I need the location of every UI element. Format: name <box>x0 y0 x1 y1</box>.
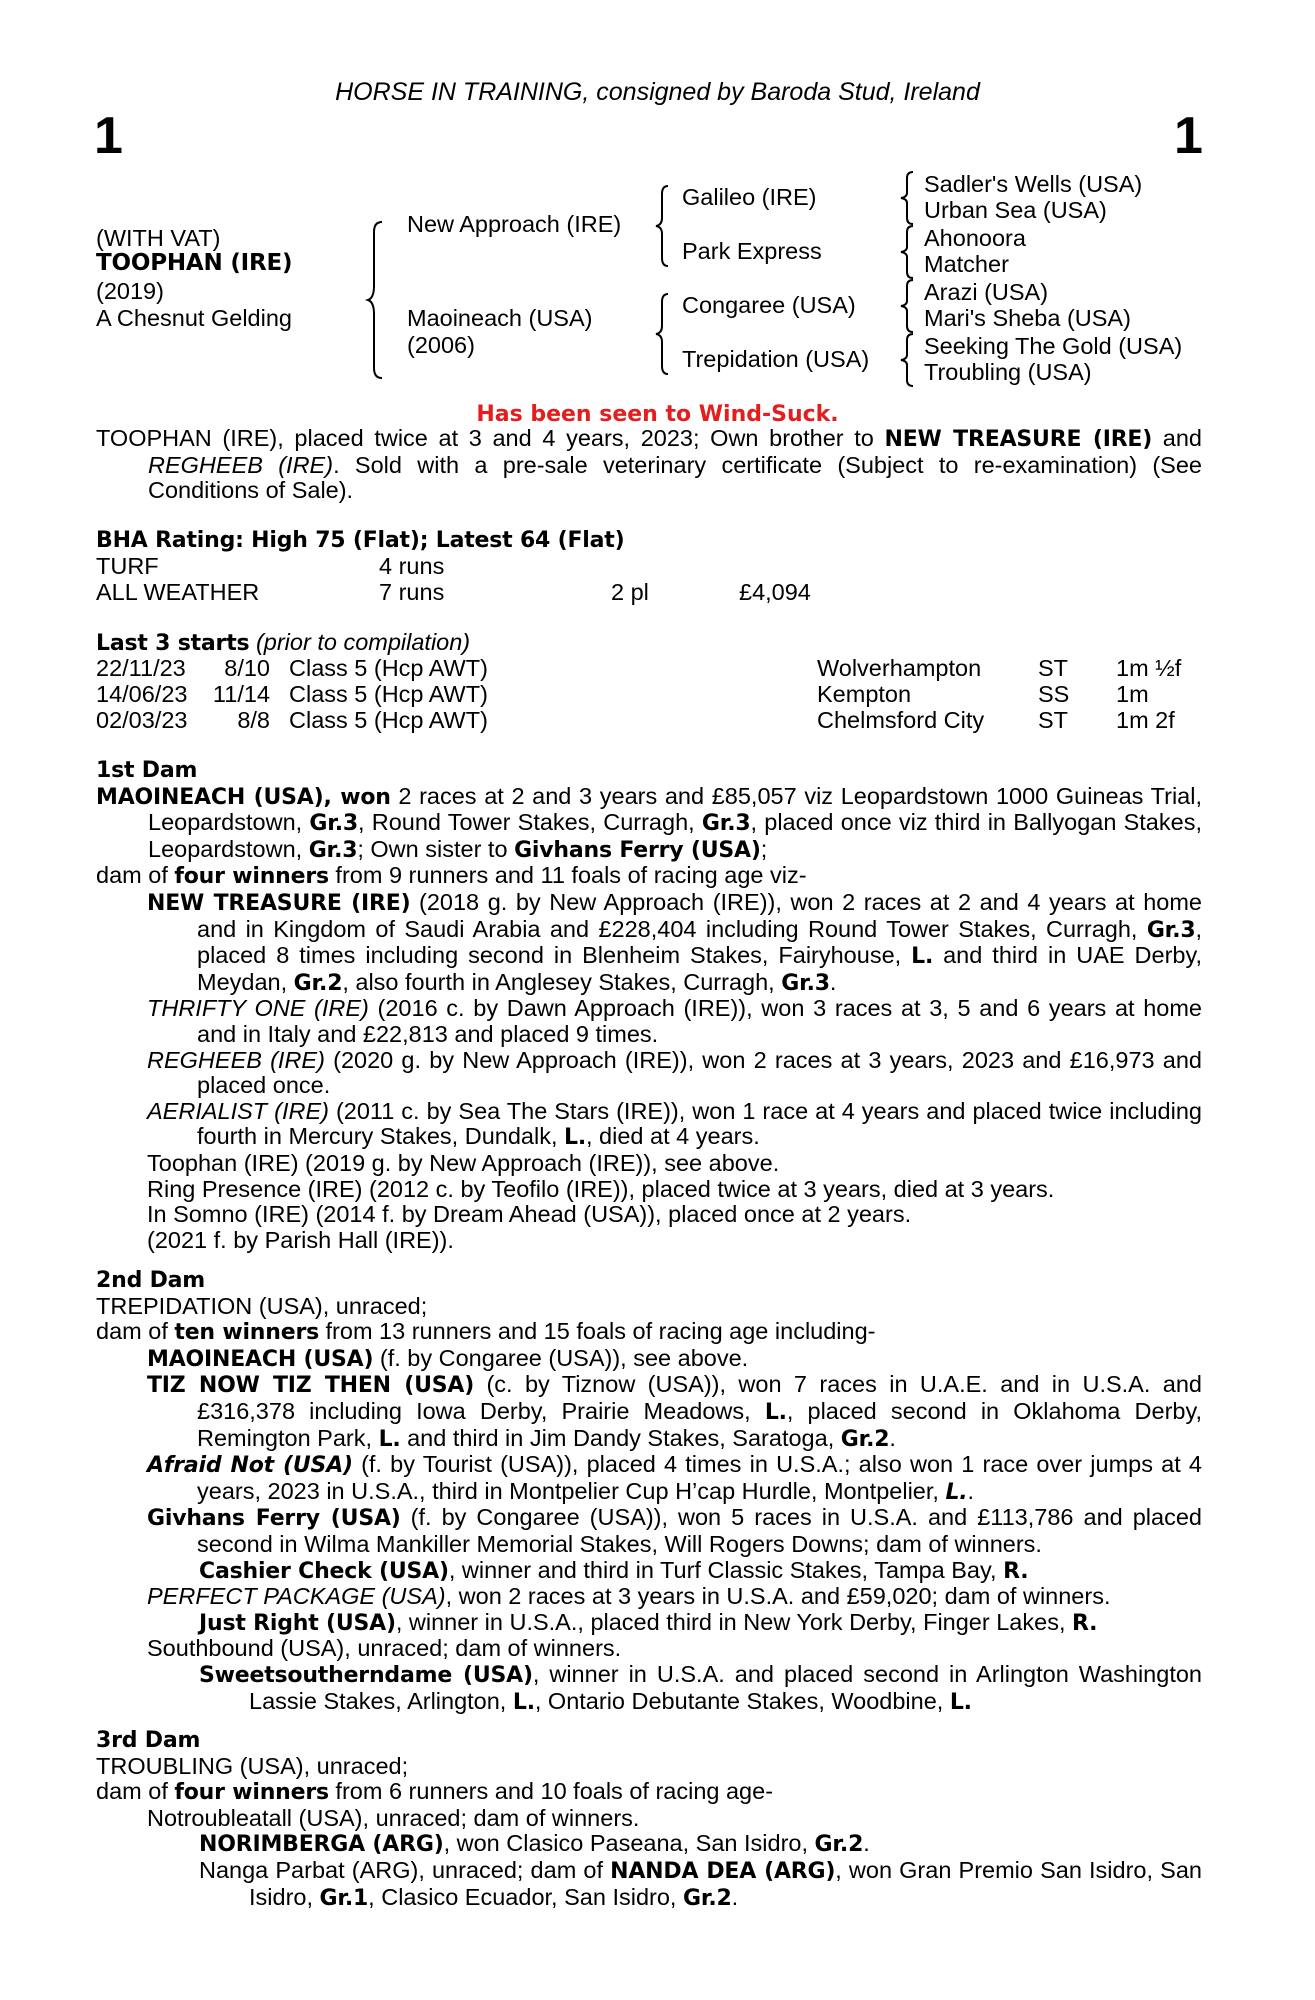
lot-number-left: 1 <box>94 107 123 165</box>
produce-thrifty-one: THRIFTY ONE (IRE) (2016 c. by Dawn Approach (IRE)), won 3 races at 3, 5 and 6 years at home and in Italy and £22,813 and placed 9 times. <box>147 995 1203 1047</box>
produce-afraid-not: Afraid Not (USA) (f. by Tourist (USA)), placed 4 times in U.S.A.; also won 1 race over jumps at 4 years, 2023 in U.S.A., third in Montpelier Cup H’cap Hurdle, Montpelier, L.. <box>147 1451 1202 1505</box>
pedigree-g3-6: Mari's Sheba (USA) <box>924 305 1131 331</box>
start-position: 8/8 <box>237 707 270 733</box>
first-dam-produce-summary: dam of four winners from 9 runners and 11 foals of racing age viz- <box>96 862 807 890</box>
catalogue-header: HORSE IN TRAINING, consigned by Baroda Stud, Ireland <box>335 78 980 106</box>
bha-rating-title: BHA Rating: High 75 (Flat); Latest 64 (Flat) <box>96 528 625 553</box>
pedigree-g3-3: Ahonoora <box>924 225 1026 251</box>
pedigree-dam-sire: Congaree (USA) <box>682 292 856 318</box>
start-date: 22/11/23 <box>96 655 186 681</box>
horse-description: A Chesnut Gelding <box>96 305 292 331</box>
pedigree-bracket-sire <box>656 184 672 268</box>
pedigree-bracket-gen1 <box>368 220 388 380</box>
pedigree-dam-dam: Trepidation (USA) <box>682 346 870 372</box>
pedigree-g3-5: Arazi (USA) <box>924 279 1049 305</box>
second-dam-record: TREPIDATION (USA), unraced; <box>96 1292 428 1319</box>
second-dam-produce-summary: dam of ten winners from 13 runners and 15 foals of racing age including- <box>96 1318 876 1346</box>
pedigree-g3-7: Seeking The Gold (USA) <box>924 333 1183 359</box>
summary-paragraph: TOOPHAN (IRE), placed twice at 3 and 4 years, 2023; Own brother to NEW TREASURE (IRE) and REGHEEB (IRE). Sold with a pre-sale veterinary certificate (Subject to re-examination) (See Conditions of Sale). <box>96 425 1202 504</box>
pedigree-bracket-g1 <box>901 170 915 226</box>
start-going: ST <box>1038 707 1069 733</box>
produce-nanga-parbat: Nanga Parbat (ARG), unraced; dam of NANDA DEA (ARG), won Gran Premio San Isidro, San Isidro, Gr.1, Clasico Ecuador, San Isidro, Gr.2. <box>199 1856 1202 1911</box>
second-dam-title: 2nd Dam <box>96 1268 206 1293</box>
produce-new-treasure: NEW TREASURE (IRE) (2018 g. by New Approach (IRE)), won 2 races at 2 and 4 years at home and in Kingdom of Saudi Arabia and £228,404 including Round Tower Stakes, Curragh, Gr.3, placed 8 times including second in Blenheim Stakes, Fairyhouse, L. and third in UAE Derby, Meydan, Gr.2, also fourth in Anglesey Stakes, Curragh, Gr.3. <box>147 888 1202 996</box>
horse-year: (2019) <box>96 278 164 304</box>
first-dam-record: MAOINEACH (USA), won 2 races at 2 and 3 years and £85,057 viz Leopardstown 1000 Guineas Trial, Leopardstown, Gr.3, Round Tower Stakes, Curragh, Gr.3, placed once viz third in Ballyogan Stakes, Leopardstown, Gr.3; Own sister to Givhans Ferry (USA); <box>96 782 1203 863</box>
first-dam-section <box>96 758 1202 1253</box>
vat-label: (WITH VAT) <box>96 225 221 251</box>
start-date: 14/06/23 <box>96 681 188 707</box>
produce-toophan: Toophan (IRE) (2019 g. by New Approach (IRE)), see above. <box>147 1149 780 1176</box>
wind-suck-warning: Has been seen to Wind-Suck. <box>476 402 839 427</box>
pedigree-g3-2: Urban Sea (USA) <box>924 197 1107 223</box>
produce-aerialist: AERIALIST (IRE) (2011 c. by Sea The Stars (IRE)), won 1 race at 4 years and placed twice including fourth in Mercury Stakes, Dundalk, L., died at 4 years. <box>147 1097 1202 1151</box>
start-going: SS <box>1038 681 1070 707</box>
produce-perfect-package: PERFECT PACKAGE (USA), won 2 races at 3 years in U.S.A. and £59,020; dam of winners. <box>147 1583 1111 1610</box>
pedigree-sire: New Approach (IRE) <box>407 211 622 237</box>
third-dam-title: 3rd Dam <box>96 1728 201 1753</box>
pedigree-bracket-g4 <box>901 332 915 388</box>
start-position: 11/14 <box>212 681 270 707</box>
pedigree-dam: Maoineach (USA) <box>407 305 593 331</box>
start-date: 02/03/23 <box>96 707 188 733</box>
start-course: Wolverhampton <box>817 655 982 681</box>
rating-aw-runs: 7 runs <box>379 579 445 605</box>
pedigree-g3-4: Matcher <box>924 251 1009 277</box>
first-dam-title: 1st Dam <box>96 758 198 783</box>
pedigree-sire-sire: Galileo (IRE) <box>682 184 817 210</box>
pedigree-bracket-dam <box>656 292 672 376</box>
horse-name: TOOPHAN (IRE) <box>96 250 293 276</box>
produce-ring-presence: Ring Presence (IRE) (2012 c. by Teofilo (IRE)), placed twice at 3 years, died at 3 years. <box>147 1175 1055 1202</box>
pedigree-sire-dam: Park Express <box>682 238 822 264</box>
start-class: Class 5 (Hcp AWT) <box>289 655 488 681</box>
pedigree-bracket-g3 <box>901 278 915 334</box>
produce-in-somno: In Somno (IRE) (2014 f. by Dream Ahead (USA)), placed once at 2 years. <box>147 1201 912 1228</box>
produce-norimberga: NORIMBERGA (ARG), won Clasico Paseana, San Isidro, Gr.2. <box>199 1830 870 1858</box>
produce-southbound: Southbound (USA), unraced; dam of winners. <box>147 1635 622 1662</box>
produce-givhans-ferry: Givhans Ferry (USA) (f. by Congaree (USA)), won 5 races in U.S.A. and £113,786 and placed second in Wilma Mankiller Memorial Stakes, Will Rogers Downs; dam of winners. <box>147 1504 1202 1557</box>
start-position: 8/10 <box>224 655 270 681</box>
third-dam-section <box>96 1728 1202 1911</box>
start-course: Kempton <box>817 681 912 707</box>
produce-maoineach: MAOINEACH (USA) (f. by Congaree (USA)), see above. <box>147 1344 749 1372</box>
last-starts-title: Last 3 starts (prior to compilation) <box>96 629 471 656</box>
produce-regheeb: REGHEEB (IRE) (2020 g. by New Approach (IRE)), won 2 races at 3 years, 2023 and £16,973 and placed once. <box>147 1046 1202 1099</box>
start-distance: 1m 2f <box>1116 707 1175 733</box>
start-course: Chelmsford City <box>817 707 985 733</box>
produce-notroubleatall: Notroubleatall (USA), unraced; dam of winners. <box>147 1804 640 1831</box>
lot-number-right: 1 <box>1174 107 1203 165</box>
pedigree-g3-1: Sadler's Wells (USA) <box>924 171 1143 197</box>
start-distance: 1m <box>1116 681 1149 707</box>
pedigree-g3-8: Troubling (USA) <box>924 359 1092 385</box>
start-going: ST <box>1038 655 1069 681</box>
start-class: Class 5 (Hcp AWT) <box>289 707 488 733</box>
start-distance: 1m ½f <box>1116 655 1182 681</box>
pedigree-bracket-g2 <box>901 224 915 280</box>
rating-aw-prize: £4,094 <box>739 579 811 605</box>
rating-aw-places: 2 pl <box>611 579 649 605</box>
rating-turf-surface: TURF <box>96 553 159 579</box>
produce-cashier-check: Cashier Check (USA), winner and third in Turf Classic Stakes, Tampa Bay, R. <box>199 1556 1029 1584</box>
pedigree-dam-year: (2006) <box>407 332 475 358</box>
third-dam-produce-summary: dam of four winners from 6 runners and 10 foals of racing age- <box>96 1778 774 1806</box>
rating-turf-runs: 4 runs <box>379 553 445 579</box>
produce-tiz-now-tiz-then: TIZ NOW TIZ THEN (USA) (c. by Tiznow (USA)), won 7 races in U.A.E. and in U.S.A. and £316,378 including Iowa Derby, Prairie Meadows, L., placed second in Oklahoma Derby, Remington Park, L. and third in Jim Dandy Stakes, Saratoga, Gr.2. <box>147 1371 1202 1452</box>
second-dam-section <box>96 1268 1202 1715</box>
produce-sweetsoutherndame: Sweetsoutherndame (USA), winner in U.S.A. and placed second in Arlington Washington Lassie Stakes, Arlington, L., Ontario Debutante Stakes, Woodbine, L. <box>199 1660 1202 1715</box>
third-dam-record: TROUBLING (USA), unraced; <box>96 1752 409 1779</box>
produce-2021-filly: (2021 f. by Parish Hall (IRE)). <box>147 1226 454 1253</box>
rating-aw-surface: ALL WEATHER <box>96 579 260 605</box>
produce-just-right: Just Right (USA), winner in U.S.A., placed third in New York Derby, Finger Lakes, R. <box>199 1608 1098 1636</box>
start-class: Class 5 (Hcp AWT) <box>289 681 488 707</box>
